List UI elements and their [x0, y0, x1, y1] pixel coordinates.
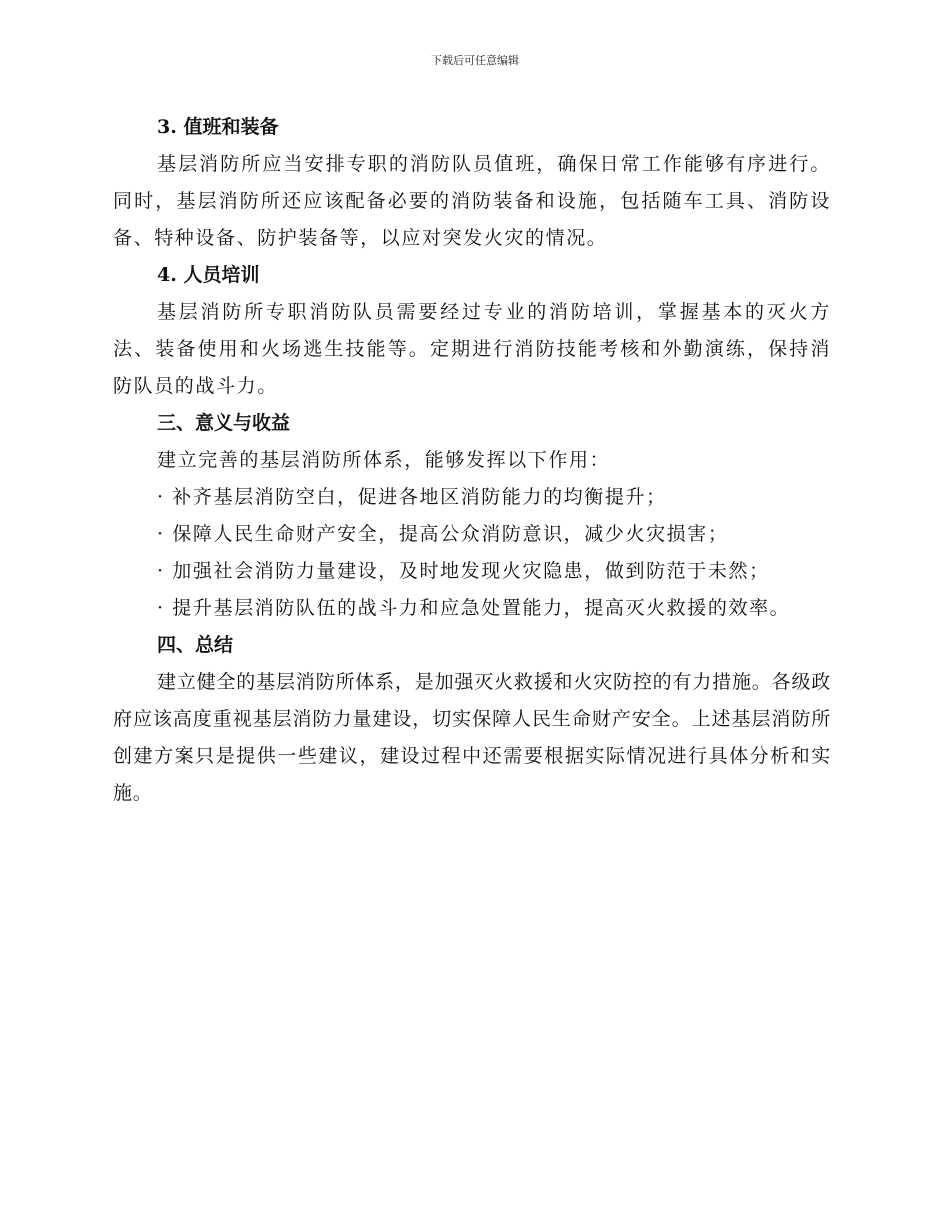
- document-body: [113, 109, 831, 812]
- bullet-item-2: · 保障人民生命财产安全，提高公众消防意识，减少火灾损害；: [157, 523, 729, 545]
- paragraph-significance-intro: 建立完善的基层消防所体系，能够发挥以下作用：: [157, 449, 611, 471]
- page-header-note: 下载后可任意编辑: [431, 54, 519, 67]
- bullet-item-3: · 加强社会消防力量建设，及时地发现火灾隐患，做到防范于未然；: [157, 560, 770, 582]
- section-heading-summary: 四、总结: [157, 634, 234, 656]
- section-heading-duty: 3. 值班和装备: [157, 116, 279, 138]
- paragraph-training: 基层消防所专职消防队员需要经过专业的消防培训，掌握基本的灭火方法、装备使用和火场逃生技能等。定期进行消防技能考核和外勤演练，保持消防队员的战斗力。: [113, 301, 831, 397]
- paragraph-summary: 建立健全的基层消防所体系，是加强灭火救援和火灾防控的有力措施。各级政府应该高度重视基层消防力量建设，切实保障人民生命财产安全。上述基层消防所创建方案只是提供一些建议，建设过程中还需要根据实际情况进行具体分析和实施。: [113, 671, 831, 804]
- section-heading-training: 4. 人员培训: [157, 264, 260, 286]
- bullet-item-4: · 提升基层消防队伍的战斗力和应急处置能力，提高灭火救援的效率。: [157, 597, 791, 619]
- paragraph-duty: 基层消防所应当安排专职的消防队员值班，确保日常工作能够有序进行。同时，基层消防所还应该配备必要的消防装备和设施，包括随车工具、消防设备、特种设备、防护装备等，以应对突发火灾的情况。: [113, 153, 831, 249]
- bullet-item-1: · 补齐基层消防空白，促进各地区消防能力的均衡提升；: [157, 486, 667, 508]
- section-heading-significance: 三、意义与收益: [157, 412, 291, 434]
